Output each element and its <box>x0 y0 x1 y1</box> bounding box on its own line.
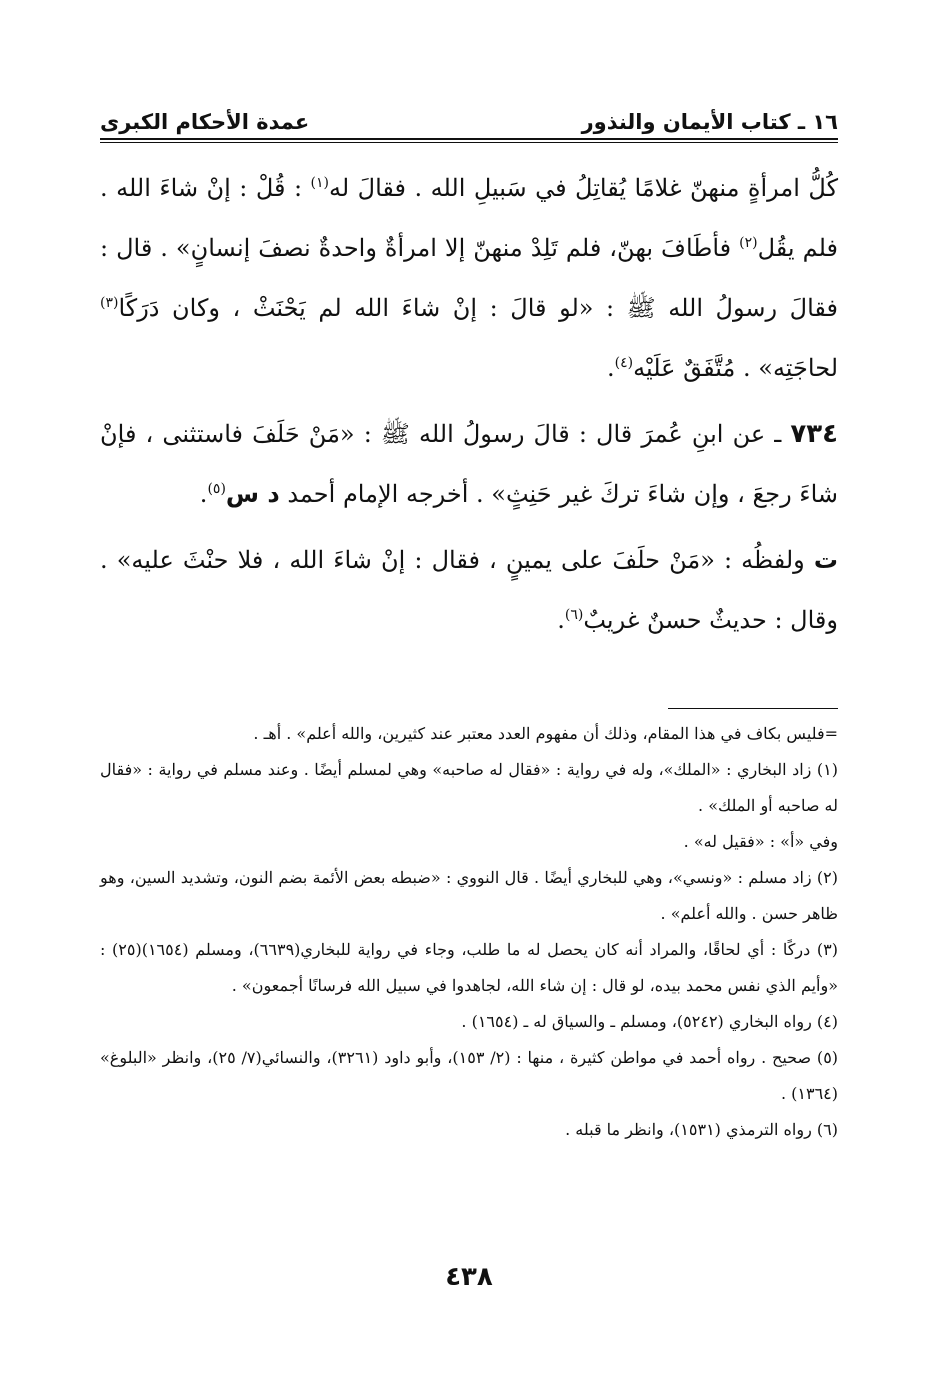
main-text <box>100 158 838 650</box>
footnote-1-variant: وفي «أ» : «فقيل له» . <box>683 832 838 851</box>
book-title: عمدة الأحكام الكبرى <box>100 110 310 134</box>
hadith-number: ٧٣٤ <box>790 419 838 449</box>
header-rule-thin <box>100 142 838 143</box>
footnote-continuation: =فليس بكاف في هذا المقام، وذلك أن مفهوم العدد معتبر عند كثيرين، والله أعلم» . أهـ . <box>253 724 838 743</box>
footnote-ref-1[interactable]: (١) <box>310 175 330 191</box>
footnote-1: (١) زاد البخاري : «الملك»، وله في رواية : «فقال له صاحبه» وهي لمسلم أيضًا . وعند مسلم في رواية : «فقال له صاحبه أو الملك» . <box>100 760 838 815</box>
footnote-6: (٦) رواه الترمذي (١٥٣١)، وانظر ما قبله . <box>565 1120 838 1139</box>
footnote-4: (٤) رواه البخاري (٥٢٤٢)، ومسلم ـ والسياق له ـ (١٦٥٤) . <box>461 1012 838 1031</box>
chapter-title: ١٦ ـ كتاب الأيمان والنذور <box>581 110 838 134</box>
source-symbols: د س <box>225 480 280 508</box>
footnote-3: (٣) دركًا : أي لحاقًا، والمراد أنه كان يحصل له ما طلب، وجاء في رواية للبخاري(٦٦٣٩)، ومسلم (١٦٥٤)(٢٥) : «وأيم الذي نفس محمد بيده، لو قال : إن شاء الله، لجاهدوا في سبيل الله فرسانًا أجمعون» . <box>100 940 838 995</box>
footnote-ref-4[interactable]: (٤) <box>614 355 634 371</box>
paragraph-continuation: كُلُّ امرأةٍ منهنّ غلامًا يُقاتِلُ في سَبيلِ الله . فقالَ له$^{(١)}$ : قُلْ : إنْ شاءَ الله . فلم يقُل$^{(٢)}$ فأطَافَ بهنّ، فلم تَلِدْ منهنّ إلا امرأةٌ واحدةٌ نصفَ إنسانٍ» . قال : فقالَ رسولُ الله ﷺ : «لو قالَ : إنْ شاءَ الله لم يَحْنَثْ ، وكان دَرَكًا$^{(٣)}$ لحاجَتِه» . مُتَّفَقٌ عَلَيْه$^{(٤)}$. <box>100 174 838 382</box>
footnote-ref-5[interactable]: (٥) <box>207 481 226 497</box>
running-header <box>100 92 838 134</box>
footnote-ref-2[interactable]: (٢) <box>739 235 758 251</box>
footnote-ref-6[interactable]: (٦) <box>564 607 584 623</box>
hadith-734: ٧٣٤ ـ عن ابنِ عُمرَ قال : قالَ رسولُ الله ﷺ : «مَنْ حَلَفَ فاستثنى ، فإنْ شاءَ رجعَ ، وإن شاءَ تركَ غير حَنِثٍ» . أخرجه الإمام أحمد د س$^{(٥)}$. <box>100 419 838 508</box>
header-rule <box>100 138 838 140</box>
footnotes <box>100 716 838 1148</box>
tirmidhi-wording: ت ولفظُه : «مَنْ حلَفَ على يمينٍ ، فقال : إنْ شاءَ الله ، فلا حنْثَ عليه» . وقال : حديثٌ حسنٌ غريبٌ$^{(٦)}$. <box>100 546 838 634</box>
footnote-separator <box>668 708 838 709</box>
footnote-5: (٥) صحيح . رواه أحمد في مواطن كثيرة ، منها : (٢/ ١٥٣)، وأبو داود (٣٢٦١)، والنسائي(٧/ ٢٥)، وانظر «البلوغ» (١٣٦٤) . <box>100 1048 839 1103</box>
footnote-ref-3[interactable]: (٣) <box>100 295 119 311</box>
footnote-2: (٢) زاد مسلم : «ونسي»، وهي للبخاري أيضًا . قال النووي : «ضبطه بعض الأئمة بضم النون، وتشديد السين، وهو ظاهر حسن . والله أعلم» . <box>100 868 838 923</box>
tirmidhi-symbol: ت <box>813 546 838 574</box>
page-number: ٤٣٨ <box>445 1262 493 1292</box>
